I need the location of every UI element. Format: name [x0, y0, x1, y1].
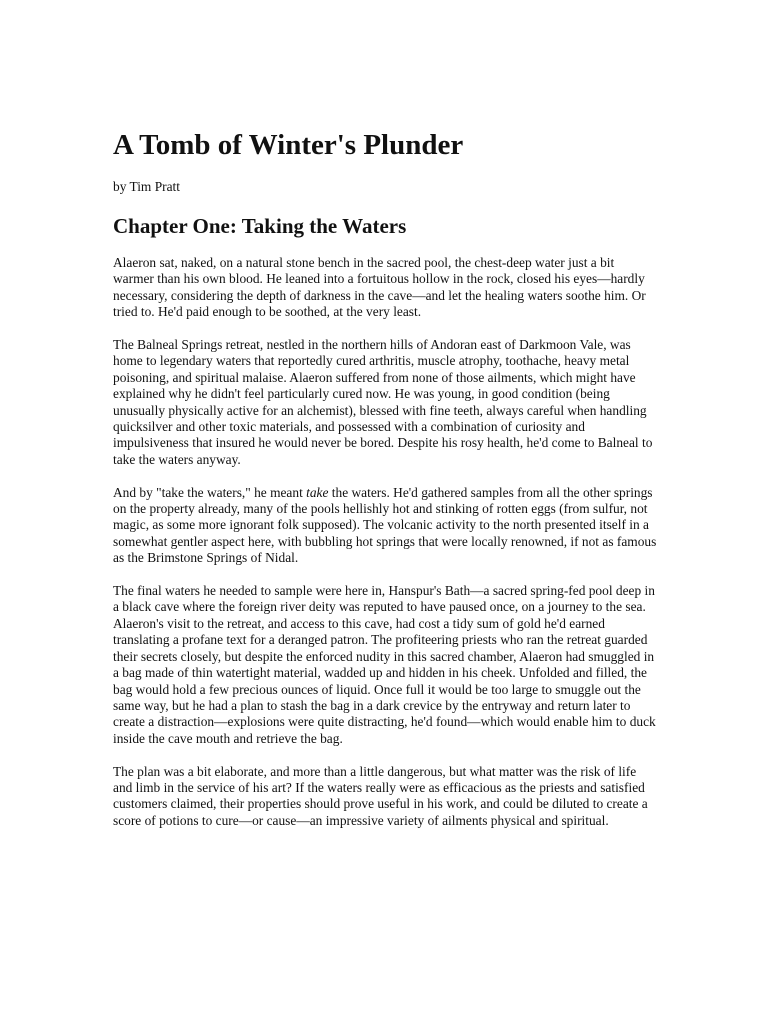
paragraph-3-text-after: the waters. He'd gathered samples from all the other springs on the property already, many of the pools hellishly hot and stinking of rotten eggs (from sulfur, not magic, as some more ignorant folk supposed). The volcanic activity to the north presented itself in a somewhat gentler aspect here, with bubbling hot springs that were locally renowned, if not as famous as the Brimstone Springs of Nidal. [113, 484, 657, 566]
paragraph-3-italic: take [306, 484, 329, 500]
document-page [113, 128, 658, 829]
paragraph-2: The Balneal Springs retreat, nestled in the northern hills of Andoran east of Darkmoon Vale, was home to legendary waters that reportedly cured arthritis, muscle atrophy, toothache, heavy metal poisoning, and spiritual malaise. Alaeron suffered from none of those ailments, which might have explained why he didn't feel particularly cured now. He was young, in good condition (being unusually physically active for an alchemist), blessed with fine teeth, always careful when handling quicksilver and other toxic materials, and possessed with a combination of curiosity and impulsiveness that insured he would never be bored. Despite his rosy health, he'd come to Balneal to take the waters anyway. [113, 337, 653, 467]
paragraph-5: The plan was a bit elaborate, and more than a little dangerous, but what matter was the risk of life and limb in the service of his art? If the waters really were as efficacious as the priests and satisfied customers claimed, their properties should prove useful in his work, and could be diluted to create a score of potions to cure—or cause—an impressive variety of ailments physical and spiritual. [113, 763, 648, 828]
paragraph-4: The final waters he needed to sample were here in, Hanspur's Bath—a sacred spring-fed pool deep in a black cave where the foreign river deity was reputed to have paused once, on a journey to the sea. Alaeron's visit to the retreat, and access to this cave, had cost a tidy sum of gold he'd earned translating a profane text for a deranged patron. The profiteering priests who ran the retreat guarded their secrets closely, but despite the enforced nudity in this sacred chamber, Alaeron had smuggled in a bag made of thin watertight material, wadded up and hidden in his cheek. Unfolded and filled, the bag would hold a few precious ounces of liquid. Once full it would be too large to smuggle out the same way, but he had a plan to stash the bag in a dark crevice by the entryway and return later to create a distraction—explosions were quite distracting, he'd found—which would enable him to duck inside the cave mouth and retrieve the bag. [113, 583, 656, 746]
paragraph-3 [113, 485, 658, 567]
paragraph-1: Alaeron sat, naked, on a natural stone bench in the sacred pool, the chest-deep water just a bit warmer than his own blood. He leaned into a fortuitous hollow in the rock, closed his eyes—hardly necessary, considering the depth of darkness in the cave—and let the healing waters soothe him. Or tried to. He'd paid enough to be soothed, at the very least. [113, 255, 646, 320]
chapter-title: Chapter One: Taking the Waters [113, 214, 407, 238]
paragraph-3-text-before: And by "take the waters," he meant [113, 484, 307, 500]
book-title: A Tomb of Winter's Plunder [113, 129, 464, 161]
author-byline: by Tim Pratt [113, 179, 180, 194]
